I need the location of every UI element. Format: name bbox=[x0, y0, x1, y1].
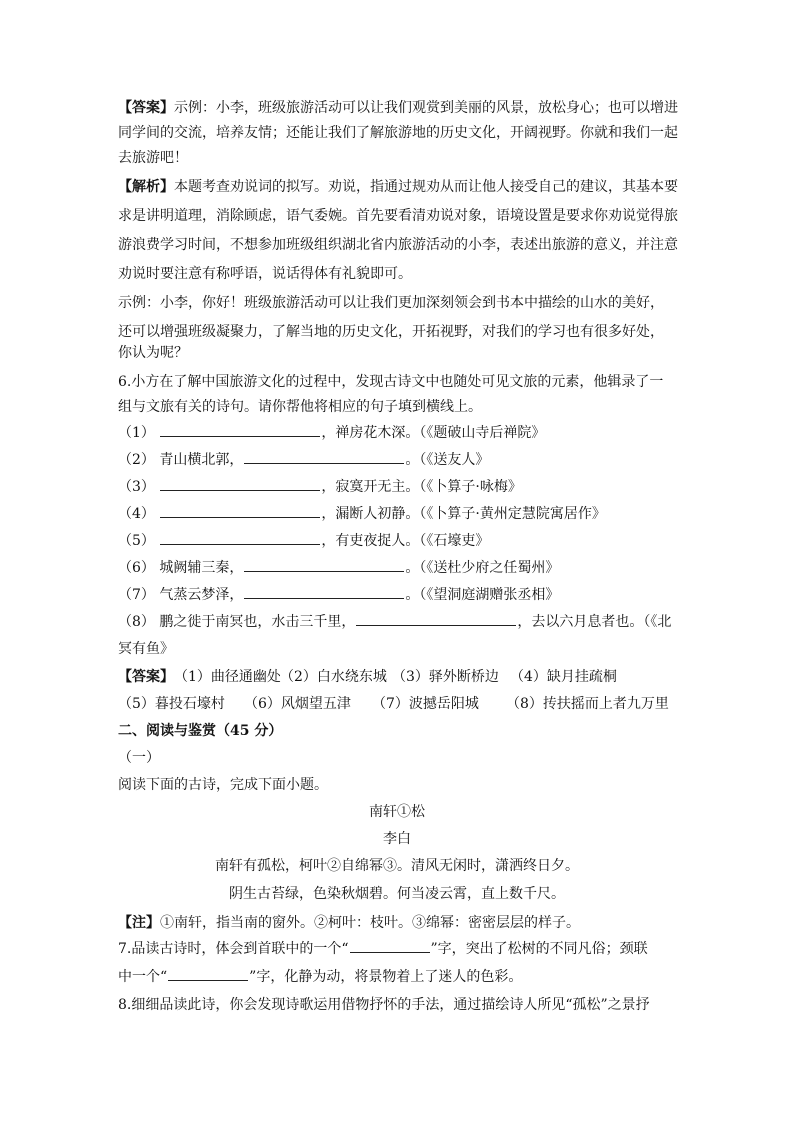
analysis-text: 你认为呢？ bbox=[118, 345, 188, 361]
item-number: （4） bbox=[118, 506, 155, 522]
analysis-text: 示例：小李，你好！班级旅游活动可以让我们更加深刻领会到书本中描绘的山水的美好， bbox=[118, 295, 664, 311]
answer-text: 同学间的交流，培养友情；还能让我们了解旅游地的历史文化，开阔视野。你就和我们一起 bbox=[118, 125, 678, 141]
item-number: （2） bbox=[118, 452, 155, 468]
fill-item-8-cont bbox=[118, 636, 174, 662]
answer-1-line-2 bbox=[118, 120, 678, 146]
item-text: ，漏断人初静。（《卜算子·黄州定慧院寓居作》 bbox=[321, 506, 606, 522]
fill-item-2 bbox=[118, 447, 489, 473]
answer-1-line-3 bbox=[118, 145, 188, 171]
answer-item: （5）暮投石壕村 bbox=[118, 696, 225, 712]
blank-line[interactable] bbox=[350, 936, 430, 953]
question-text: 7.品读古诗时，体会到首联中的一个“ bbox=[118, 941, 349, 957]
answer-tag: 【答案】 bbox=[118, 669, 174, 685]
poem-line-2: 阴生古苔绿，色染秋烟碧。何当凌云霄，直上数千尺。 bbox=[229, 886, 565, 902]
poem-title: 南轩①松 bbox=[369, 804, 425, 820]
question-8-line-1: 8.细细品读此诗，你会发现诗歌运用借物抒怀的手法，通过描绘诗人所见“孤松”之景抒 bbox=[118, 997, 650, 1013]
poem-line-1: 南轩有孤松，柯叶②自绵幂③。清风无闲时，潇洒终日夕。 bbox=[215, 858, 579, 874]
answer-item: （3）驿外断桥边 bbox=[392, 669, 499, 685]
instruction: 阅读下面的古诗，完成下面小题。 bbox=[118, 777, 328, 793]
question-text: ”字，化静为动，将景物着上了迷人的色彩。 bbox=[249, 969, 523, 985]
note-tag: 【注】 bbox=[118, 915, 160, 931]
fill-item-3 bbox=[118, 474, 522, 500]
item-text: 鹏之徙于南冥也，水击三千里， bbox=[159, 614, 356, 630]
analysis-text: 还可以增强班级凝聚力，了解当地的历史文化，开拓视野，对我们的学习也有很多好处， bbox=[118, 324, 664, 340]
answer-2-line-2 bbox=[118, 691, 669, 717]
section-heading: 二、阅读与鉴赏（45 分） bbox=[118, 723, 283, 739]
analysis-text: 劝说时要注意有称呼语，说话得体有礼貌即可。 bbox=[118, 266, 412, 282]
answer-item: （6）风烟望五津 bbox=[244, 696, 351, 712]
blank-line[interactable] bbox=[160, 528, 320, 545]
blank-line[interactable] bbox=[244, 582, 404, 599]
item-text: ，禅房花木深。（《题破山寺后禅院》 bbox=[321, 425, 546, 441]
item-number: （3） bbox=[118, 479, 155, 495]
subsection-label: （一） bbox=[118, 750, 160, 766]
fill-item-7 bbox=[118, 582, 559, 608]
blank-line[interactable] bbox=[244, 555, 404, 572]
item-text: 。（《送友人》 bbox=[405, 452, 490, 468]
answer-item: （7）波撼岳阳城 bbox=[372, 696, 479, 712]
analysis-text: 求是讲明道理，消除顾虑，语气委婉。首先要看清劝说对象，语境设置是要求你劝说觉得旅 bbox=[118, 208, 678, 224]
question-6-line-1 bbox=[118, 369, 663, 395]
analysis-line-1 bbox=[118, 174, 678, 200]
item-text: 。（《望洞庭湖赠张丞相》 bbox=[405, 587, 560, 603]
question-6-line-2 bbox=[118, 394, 482, 420]
answer-item: （2）白水绕东城 bbox=[280, 669, 387, 685]
note-text: ①南轩，指当南的窗外。②柯叶：枝叶。③绵幂：密密层层的样子。 bbox=[160, 915, 580, 931]
blank-line[interactable] bbox=[160, 420, 320, 437]
answer-text: 示例：小李，班级旅游活动可以让我们观赏到美丽的风景，放松身心；也可以增进 bbox=[174, 100, 678, 116]
item-number: （5） bbox=[118, 533, 155, 549]
analysis-line-2 bbox=[118, 203, 678, 229]
question-text: ”字，突出了松树的不同凡俗；颈联 bbox=[430, 941, 648, 957]
analysis-line-3 bbox=[118, 232, 678, 258]
blank-line[interactable] bbox=[356, 609, 516, 626]
question-text: 6.小方在了解中国旅游文化的过程中，发现古诗文中也随处可见文旅的元素，他辑录了一 bbox=[118, 374, 664, 390]
item-text: 冥有鱼》 bbox=[118, 641, 174, 657]
analysis-line-4 bbox=[118, 261, 412, 287]
question-7-line-1 bbox=[118, 936, 648, 962]
analysis-line-6 bbox=[118, 319, 664, 345]
blank-line[interactable] bbox=[168, 964, 248, 981]
blank-line[interactable] bbox=[160, 474, 320, 491]
answer-item: （4）缺月挂疏桐 bbox=[510, 669, 617, 685]
question-text: 组与文旅有关的诗句。请你帮他将相应的句子填到横线上。 bbox=[118, 399, 482, 415]
item-text: ，寂寞开无主。（《卜算子·咏梅》 bbox=[321, 479, 522, 495]
analysis-text: 游浪费学习时间，不想参加班级组织湖北省内旅游活动的小李，表述出旅游的意义，并注意 bbox=[118, 237, 678, 253]
blank-line[interactable] bbox=[244, 447, 404, 464]
fill-item-6 bbox=[118, 555, 559, 581]
analysis-text: 本题考查劝说词的拟写。劝说，指通过规劝从而让他人接受自己的建议，其基本要 bbox=[174, 179, 678, 195]
fill-item-8 bbox=[118, 609, 671, 635]
question-7-line-2 bbox=[118, 964, 522, 990]
item-text: 。（《送杜少府之任蜀州》 bbox=[405, 560, 560, 576]
item-text: ，去以六月息者也。（《北 bbox=[517, 614, 672, 630]
answer-1-line-1 bbox=[118, 95, 678, 121]
item-number: （6） bbox=[118, 560, 155, 576]
answer-2-line-1 bbox=[118, 664, 617, 690]
fill-item-4 bbox=[118, 501, 606, 527]
fill-item-5 bbox=[118, 528, 489, 554]
item-text: 青山横北郭， bbox=[159, 452, 244, 468]
answer-item: （8）抟扶摇而上者九万里 bbox=[506, 696, 669, 712]
answer-text: 去旅游吧！ bbox=[118, 150, 188, 166]
answer-item: （1）曲径通幽处 bbox=[174, 669, 281, 685]
item-text: 城阙辅三秦， bbox=[159, 560, 244, 576]
answer-tag: 【答案】 bbox=[118, 100, 174, 116]
analysis-tag: 【解析】 bbox=[118, 179, 174, 195]
fill-item-1 bbox=[118, 420, 545, 446]
poem-author: 李白 bbox=[383, 831, 411, 847]
item-number: （8） bbox=[118, 614, 155, 630]
blank-line[interactable] bbox=[160, 501, 320, 518]
item-text: 气蒸云梦泽， bbox=[159, 587, 244, 603]
poem-note bbox=[118, 910, 580, 936]
item-text: ，有吏夜捉人。（《石壕吏》 bbox=[321, 533, 490, 549]
analysis-line-5 bbox=[118, 290, 664, 316]
question-text: 中一个“ bbox=[118, 969, 168, 985]
item-number: （1） bbox=[118, 425, 155, 441]
item-number: （7） bbox=[118, 587, 155, 603]
analysis-line-7 bbox=[118, 340, 188, 366]
